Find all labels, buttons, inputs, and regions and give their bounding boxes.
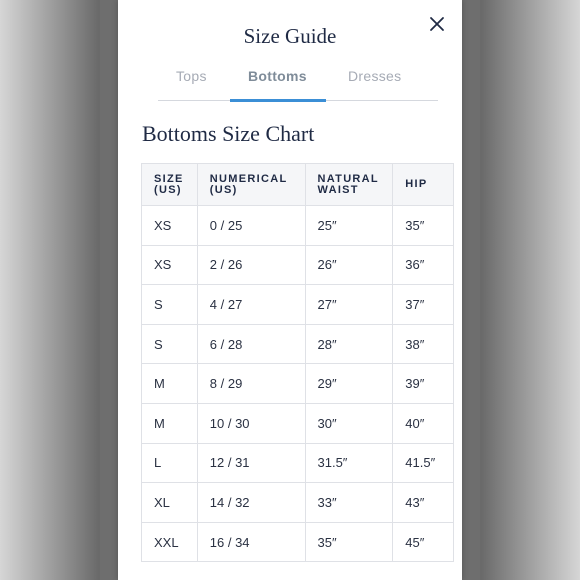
cell-hip: 45″ [393,522,454,562]
cell-hip: 35″ [393,206,454,246]
table-row [142,483,454,523]
cell-size: S [142,324,198,364]
cell-hip: 41.5″ [393,443,454,483]
cell-numerical: 4 / 27 [197,285,305,325]
cell-waist: 29″ [305,364,393,404]
cell-numerical: 16 / 34 [197,522,305,562]
size-table [141,163,454,562]
cell-hip: 43″ [393,483,454,523]
table-row [142,245,454,285]
chart-title: Bottoms Size Chart [142,121,315,146]
cell-size: XS [142,206,198,246]
cell-numerical: 6 / 28 [197,324,305,364]
tab-tops[interactable]: Tops [176,68,207,84]
cell-size: XS [142,245,198,285]
cell-size: XL [142,483,198,523]
table-row [142,522,454,562]
table-header-row [142,164,454,206]
table-row [142,324,454,364]
cell-hip: 36″ [393,245,454,285]
header-hip: HIP [393,164,454,206]
close-button[interactable] [426,13,448,35]
cell-waist: 25″ [305,206,393,246]
cell-size: L [142,443,198,483]
cell-numerical: 10 / 30 [197,403,305,443]
cell-hip: 40″ [393,403,454,443]
cell-waist: 33″ [305,483,393,523]
tab-bottoms[interactable]: Bottoms [248,68,307,84]
table-row [142,364,454,404]
cell-waist: 28″ [305,324,393,364]
cell-hip: 37″ [393,285,454,325]
cell-numerical: 12 / 31 [197,443,305,483]
table-row [142,403,454,443]
modal-title: Size Guide [243,24,337,48]
cell-numerical: 14 / 32 [197,483,305,523]
cell-waist: 27″ [305,285,393,325]
close-icon [426,13,448,35]
cell-waist: 26″ [305,245,393,285]
cell-numerical: 8 / 29 [197,364,305,404]
cell-waist: 35″ [305,522,393,562]
header-numerical: NUMERICAL (US) [197,164,305,206]
cell-waist: 30″ [305,403,393,443]
cell-size: M [142,403,198,443]
cell-numerical: 2 / 26 [197,245,305,285]
cell-hip: 38″ [393,324,454,364]
cell-hip: 39″ [393,364,454,404]
header-natural-waist: NATURAL WAIST [305,164,393,206]
table-row [142,285,454,325]
cell-size: S [142,285,198,325]
cell-numerical: 0 / 25 [197,206,305,246]
table-row [142,443,454,483]
cell-waist: 31.5″ [305,443,393,483]
tab-dresses[interactable]: Dresses [348,68,402,84]
table-row [142,206,454,246]
header-size: SIZE (US) [142,164,198,206]
tab-bar [158,64,438,101]
active-tab-indicator [230,99,326,102]
size-guide-modal [118,0,462,580]
cell-size: M [142,364,198,404]
cell-size: XXL [142,522,198,562]
